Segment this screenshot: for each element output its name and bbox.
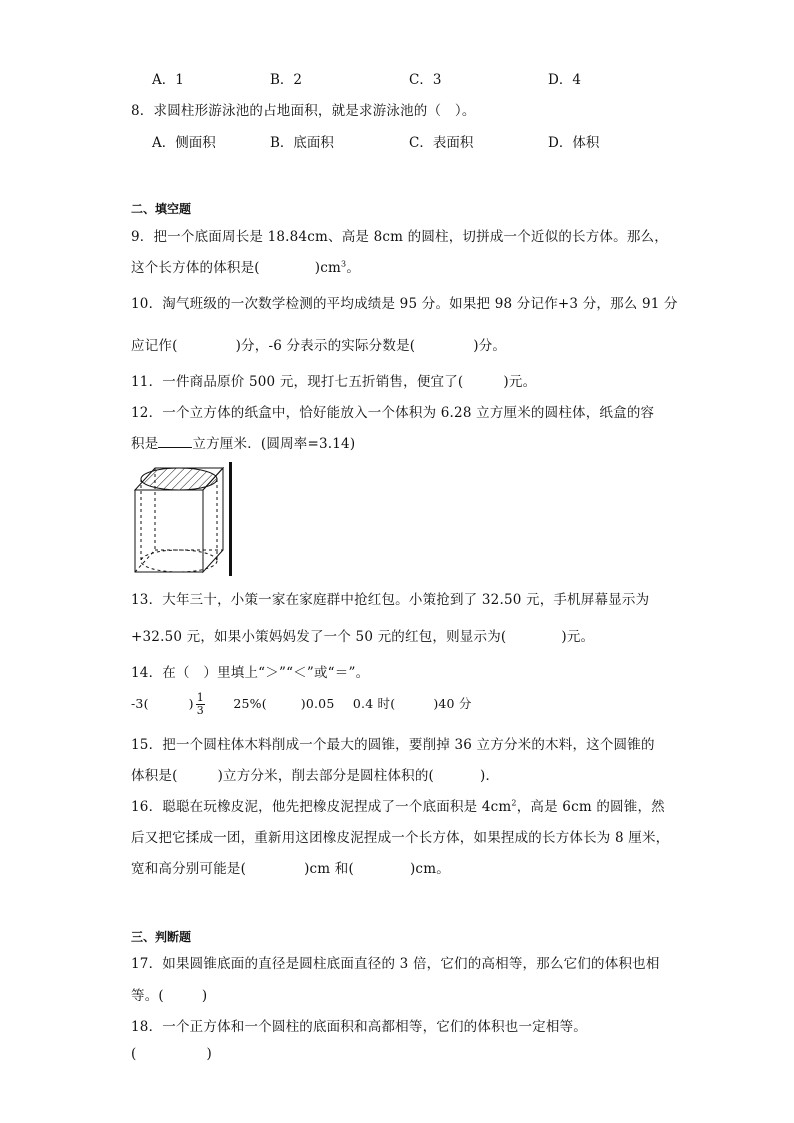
q10-text-c: )分。: [473, 338, 507, 354]
q15-text-b: )立方分米，削去部分是圆柱体积的(: [217, 768, 435, 784]
q10-line1: 10．淘气班级的一次数学检测的平均成绩是 95 分。如果把 98 分记作+3 分，那么 91 分: [131, 296, 678, 312]
q16-line2: 后又把它揉成一团，重新用这团橡皮泥捏成一个长方体，如果捏成的长方体长为 8 厘米，: [131, 830, 670, 846]
q8-option-d: D．体积: [548, 135, 600, 151]
q15-line1: 15．把一个圆柱体木料削成一个最大的圆锥，要削掉 36 立方分米的木料，这个圆锥的: [131, 737, 655, 753]
q7-option-d: D．4: [548, 72, 581, 88]
q15-text-a: 体积是(: [131, 768, 178, 784]
q14-c3-text-a: 0.4 时(: [352, 696, 396, 711]
q11-text-a: 11．一件商品原价 500 元，现打七五折销售，便宜了(: [131, 374, 464, 390]
q11-line: [131, 370, 536, 390]
q14-comparisons: [131, 692, 472, 717]
q16-line1: [131, 795, 665, 815]
q9-unit-sup: 3: [341, 259, 347, 269]
q14-c2-text-b: )0.05: [300, 696, 335, 711]
q7-option-b: B．2: [270, 72, 303, 88]
q15-line2: [131, 764, 499, 784]
q14-c2-text-a: 25%(: [233, 696, 267, 711]
q10-text-a: 应记作(: [131, 338, 178, 354]
q18-text-a: (: [131, 1046, 137, 1062]
q12-answer-underline[interactable]: [158, 435, 192, 448]
q12-line2: [131, 432, 355, 452]
q13-line1: 13．大年三十，小策一家在家庭群中抢红包。小策抢到了 32.50 元，手机屏幕显示为: [131, 592, 650, 608]
q12-text-b: 立方厘米．(圆周率=3.14): [192, 436, 356, 452]
cube-cylinder-figure: [131, 462, 233, 576]
q9-line1: 9．把一个底面周长是 18.84cm、高是 8cm 的圆柱，切拼成一个近似的长方体。那么，: [131, 229, 668, 245]
q16-text-e: )cm。: [409, 861, 450, 877]
q9-text-a: 这个长方体的体积是(: [131, 260, 260, 276]
figure-edge-bar: [229, 462, 232, 576]
section-fill-blank-title: 二、填空题: [131, 202, 192, 216]
q9-text-c: 。: [346, 260, 361, 276]
q17-line2: [131, 984, 207, 1004]
q14-c3-text-b: )40 分: [433, 696, 472, 711]
q14-c1-text-a: -3(: [131, 696, 149, 711]
q16-text-c: 宽和高分别可能是(: [131, 861, 247, 877]
q18-line2: [131, 1046, 212, 1062]
q11-text-b: )元。: [503, 374, 537, 390]
q12-text-a: 积是: [131, 436, 159, 452]
q17-line1: 17．如果圆锥底面的直径是圆柱底面直径的 3 倍，它们的高相等，那么它们的体积也相: [131, 956, 660, 972]
q17-text-b: ): [201, 988, 208, 1004]
q10-line2: [131, 334, 506, 354]
q16-text-b: ，高是 6cm 的圆锥，然: [516, 799, 665, 815]
q15-text-c: )．: [480, 768, 500, 784]
q10-text-b: )分，-6 分表示的实际分数是(: [235, 338, 416, 354]
q16-unit-sup: 2: [511, 798, 517, 808]
q14-fraction-numerator: 1: [196, 691, 204, 704]
q8-option-c: C．表面积: [409, 135, 474, 151]
q9-text-b: )cm: [314, 260, 342, 276]
q7-option-c: C．3: [409, 72, 442, 88]
q8-option-a: A．侧面积: [152, 135, 216, 151]
q18-text-b: ): [206, 1046, 212, 1062]
q14-fraction-denominator: 3: [196, 704, 204, 717]
q12-line1: 12．一个立方体的纸盒中，恰好能放入一个体积为 6.28 立方厘米的圆柱体，纸盒的容: [131, 405, 655, 421]
q16-line3: [131, 857, 450, 877]
q9-line2: [131, 256, 360, 276]
q7-option-a: A．1: [152, 72, 184, 88]
q8-stem: 8．求圆柱形游泳池的占地面积，就是求游泳池的（ ）。: [131, 103, 476, 119]
cylinder-bottom-ellipse: [141, 550, 217, 572]
q18-line1: 18．一个正方体和一个圆柱的底面积和高都相等，它们的体积也一定相等。: [131, 1019, 587, 1035]
q14-c1-text-b: ): [188, 696, 194, 711]
q16-text-a: 16．聪聪在玩橡皮泥，他先把橡皮泥捏成了一个底面积是 4cm: [131, 799, 512, 815]
cube-front-face: [135, 490, 203, 572]
q13-line2: [131, 625, 594, 645]
q17-text-a: 等。(: [131, 988, 164, 1004]
q13-text-b: )元。: [561, 629, 595, 645]
q14-stem: 14．在（ ）里填上“＞”“＜”或“＝”。: [131, 665, 370, 681]
q14-fraction: [196, 692, 205, 717]
q8-option-b: B．底面积: [270, 135, 334, 151]
q16-text-d: )cm 和(: [304, 861, 354, 877]
section-true-false-title: 三、判断题: [131, 930, 192, 944]
q13-text-a: +32.50 元，如果小策妈妈发了一个 50 元的红包，则显示为(: [131, 629, 507, 645]
